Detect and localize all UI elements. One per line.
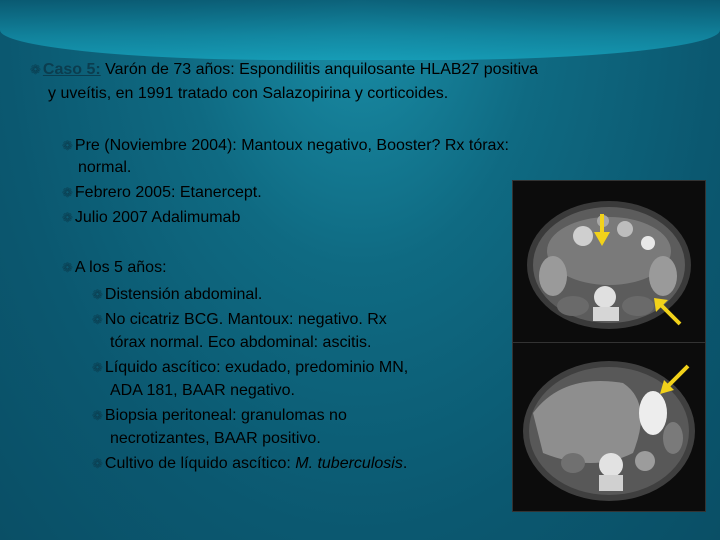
bullet-icon: ❁ (62, 185, 73, 200)
followup-sub-5-suffix: . (402, 455, 408, 472)
arrow-diagonal-icon (652, 296, 682, 326)
history-item-3-text: Julio 2007 Adalimumab (74, 209, 241, 226)
bullet-icon: ❁ (92, 360, 103, 375)
followup-heading (62, 257, 167, 279)
header-band (0, 0, 720, 60)
followup-sub-5 (92, 453, 407, 475)
bullet-icon: ❁ (30, 62, 41, 77)
bullet-icon: ❁ (62, 138, 73, 153)
followup-sub-3-cont: ADA 181, BAAR negativo. (110, 382, 295, 399)
followup-sub-1-text: Distensión abdominal. (104, 286, 263, 303)
header-text-1: Varón de 73 años: Espondilitis anquilosante HLAB27 positiva (100, 61, 539, 78)
followup-sub-2-cont: tórax normal. Eco abdominal: ascitis. (110, 334, 372, 351)
header-line-2: y uveítis, en 1991 tratado con Salazopirina y corticoides. (48, 85, 449, 102)
bullet-icon: ❁ (62, 260, 73, 275)
history-item-2 (62, 182, 262, 204)
history-item-1-cont: normal. (78, 159, 132, 176)
followup-sub-2 (92, 309, 387, 331)
followup-sub-3-text: Líquido ascítico: exudado, predominio MN, (104, 359, 409, 376)
history-item-1 (62, 135, 509, 157)
bullet-icon: ❁ (92, 456, 103, 471)
organism-name: M. tuberculosis (295, 455, 403, 472)
bullet-icon: ❁ (92, 312, 103, 327)
arrow-down-icon (592, 214, 612, 248)
followup-sub-1 (92, 284, 262, 306)
history-item-2-text: Febrero 2005: Etanercept. (74, 184, 262, 201)
bullet-icon: ❁ (92, 287, 103, 302)
header-line-1 (30, 59, 538, 81)
history-item-3 (62, 207, 240, 229)
followup-sub-2-text: No cicatriz BCG. Mantoux: negativo. Rx (104, 311, 387, 328)
followup-sub-5-text: Cultivo de líquido ascítico: (104, 455, 296, 472)
case-label: Caso 5: (42, 61, 101, 78)
followup-sub-4-text: Biopsia peritoneal: granulomas no (104, 407, 347, 424)
bullet-icon: ❁ (92, 408, 103, 423)
followup-sub-4-cont: necrotizantes, BAAR positivo. (110, 430, 321, 447)
followup-sub-3 (92, 357, 408, 379)
history-item-1-text: Pre (Noviembre 2004): Mantoux negativo, Booster? Rx tórax: (74, 137, 509, 154)
followup-heading-text: A los 5 años: (74, 259, 167, 276)
followup-sub-4 (92, 405, 347, 427)
bullet-icon: ❁ (62, 210, 73, 225)
arrow-diagonal-icon (658, 364, 690, 396)
